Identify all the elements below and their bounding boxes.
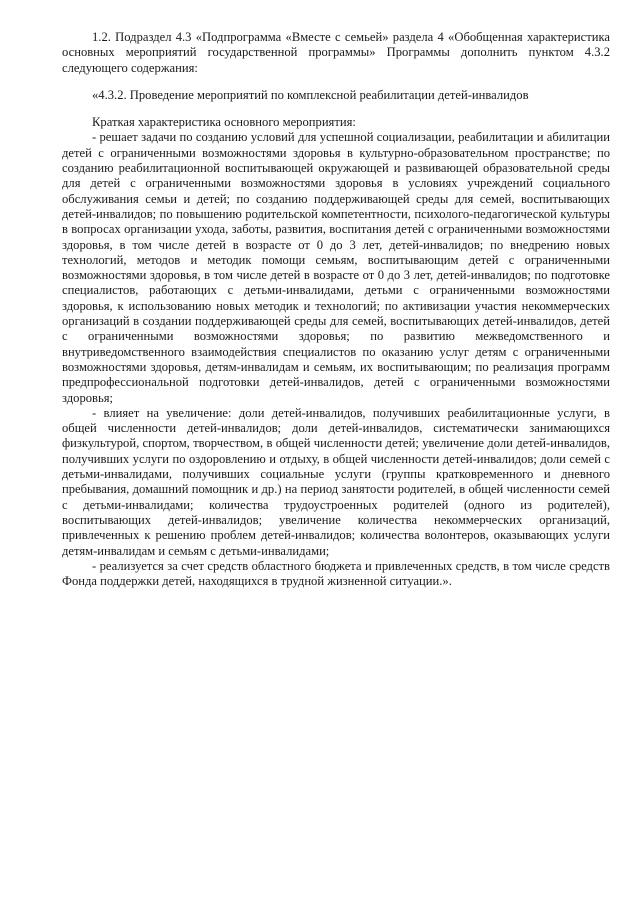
bullet-item: - влияет на увеличение: доли детей-инвалидов, получивших реабилитационные услуги, в общей численности детей-инвалидов; доли детей-инвалидов, систематически занимающихся физкультурой, спортом, творчеством, в общей численности детей; увеличение доли детей-инвалидов, получивших услуги по оздоровлению и отдыху, в общей численности детей-инвалидов; доли семей с детьми-инвалидами, получивших социальные услуги (группы кратковременного и дневного пребывания, домашний помощник и др.) на период занятости родителей, в общей численности семей с детьми-инвалидами; количества трудоустроенных родителей (одного из родителей), воспитывающих детей-инвалидов; увеличение количества некоммерческих организаций, привлеченных к решению проблем детей-инвалидов; количества волонтеров, оказывающих услуги детям-инвалидам и семьям с детьми-инвалидами; <box>62 405 610 558</box>
bullet-item: - реализуется за счет средств областного бюджета и привлеченных средств, в том числе средств Фонда поддержки детей, находящихся в трудной жизненной ситуации.». <box>62 558 610 589</box>
intro-paragraph: 1.2. Подраздел 4.3 «Подпрограмма «Вместе с семьей» раздела 4 «Обобщенная характеристика основных мероприятий государственной программы» Программы дополнить пунктом 4.3.2 следующего содержания: <box>62 30 610 75</box>
document-page <box>62 30 610 589</box>
bullet-item: - решает задачи по созданию условий для успешной социализации, реабилитации и абилитации детей с ограниченными возможностями здоровья в культурно-образовательном пространстве; по созданию реабилитационной воспитывающей окружающей и развивающей образовательной среды для детей с ограниченными возможностями здоровья в условиях учреждений социального обслуживания семьи и детей; по созданию поддерживающей среды для семей, воспитывающих детей-инвалидов; по повышению родительской компетентности, психолого-педагогической культуры в вопросах организации ухода, заботы, развития, воспитания детей с ограниченными возможностями здоровья, в том числе детей в возрасте от 0 до 3 лет, детей-инвалидов; по внедрению новых технологий, методов и методик помощи семьям, воспитывающим детей с ограниченными возможностями здоровья, в том числе детей в возрасте от 0 до 3 лет, детей-инвалидов; по подготовке специалистов, работающих с детьми-инвалидами, детьми с ограниченными возможностями здоровья, к использованию новых методик и технологий; по активизации участия некоммерческих организаций в создании поддерживающей среды для семей, воспитывающих детей-инвалидов, детей с ограниченными возможностями здоровья; по развитию межведомственного и внутриведомственного взаимодействия специалистов по оказанию услуг детям с ограниченными возможностями здоровья, детям-инвалидам и семьям, их воспитывающим; по реализация программ предпрофессиональной подготовки детей-инвалидов, детей с ограниченными возможностями здоровья; <box>62 130 610 405</box>
subheading: Краткая характеристика основного мероприятия: <box>92 115 356 130</box>
section-heading: «4.3.2. Проведение мероприятий по комплексной реабилитации детей-инвалидов <box>92 87 529 102</box>
